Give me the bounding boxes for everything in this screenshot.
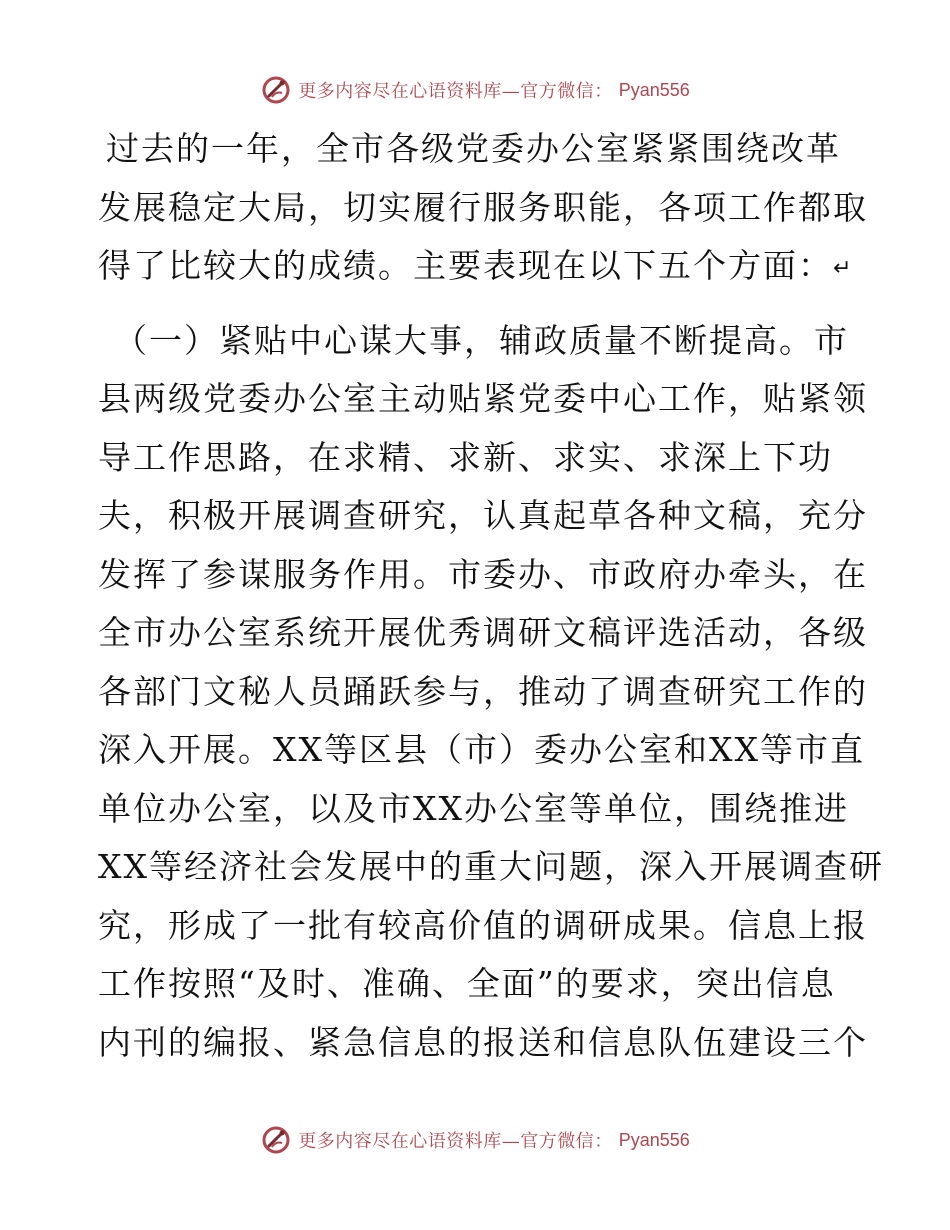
paragraph-mark-icon: ↵ bbox=[833, 256, 852, 281]
text-line bbox=[98, 237, 854, 299]
text-line: 单位办公室，以及市XX办公室等单位，围绕推进 bbox=[98, 788, 849, 828]
text-line: 深入开展。XX等区县（市）委办公室和XX等市直 bbox=[98, 730, 865, 769]
text-line: （一）紧贴中心谋大事，辅政质量不断提高。市 bbox=[114, 320, 849, 360]
text-line-content: 得了比较大的成绩。主要表现在以下五个方面： bbox=[98, 246, 833, 285]
watermark-wechat-id: Pyan556 bbox=[618, 1129, 690, 1150]
text-line: 县两级党委办公室主动贴紧党委中心工作，贴紧领 bbox=[98, 379, 868, 418]
paragraph-section-one bbox=[98, 312, 884, 1073]
text-line: 过去的一年，全市各级党委办公室紧紧围绕改革 bbox=[106, 129, 841, 168]
text-line: 究，形成了一批有较高价值的调研成果。信息上报 bbox=[98, 905, 868, 945]
watermark-wechat-id: Pyan556 bbox=[618, 79, 690, 100]
text-line: 发展稳定大局，切实履行服务职能，各项工作都取 bbox=[98, 187, 868, 227]
header-watermark bbox=[0, 72, 950, 108]
text-line: 导工作思路，在求精、求新、求实、求深上下功 bbox=[98, 437, 833, 477]
watermark-text: 更多内容尽在心语资料库—官方微信： bbox=[298, 81, 613, 102]
text-line: XX等经济社会发展中的重大问题，深入开展调查研 bbox=[98, 847, 884, 886]
text-line: 各部门文秘人员踊跃参与，推动了调查研究工作的 bbox=[98, 671, 868, 711]
document-body bbox=[98, 120, 884, 1072]
paragraph-intro bbox=[98, 120, 868, 299]
text-line: 内刊的编报、紧急信息的报送和信息队伍建设三个 bbox=[98, 1022, 868, 1062]
text-line: 全市办公室系统开展优秀调研文稿评选活动，各级 bbox=[98, 613, 868, 652]
text-line: 发挥了参谋服务作用。市委办、市政府办牵头，在 bbox=[98, 554, 868, 594]
ink-seal-logo-icon bbox=[260, 74, 292, 106]
footer-watermark bbox=[0, 1122, 950, 1158]
ink-seal-logo-icon bbox=[260, 1124, 292, 1156]
text-line: 夫，积极开展调查研究，认真起草各种文稿，充分 bbox=[98, 496, 868, 535]
text-line: 工作按照“及时、准确、全面”的要求，突出信息 bbox=[98, 964, 836, 1003]
watermark-text: 更多内容尽在心语资料库—官方微信： bbox=[298, 1131, 613, 1152]
